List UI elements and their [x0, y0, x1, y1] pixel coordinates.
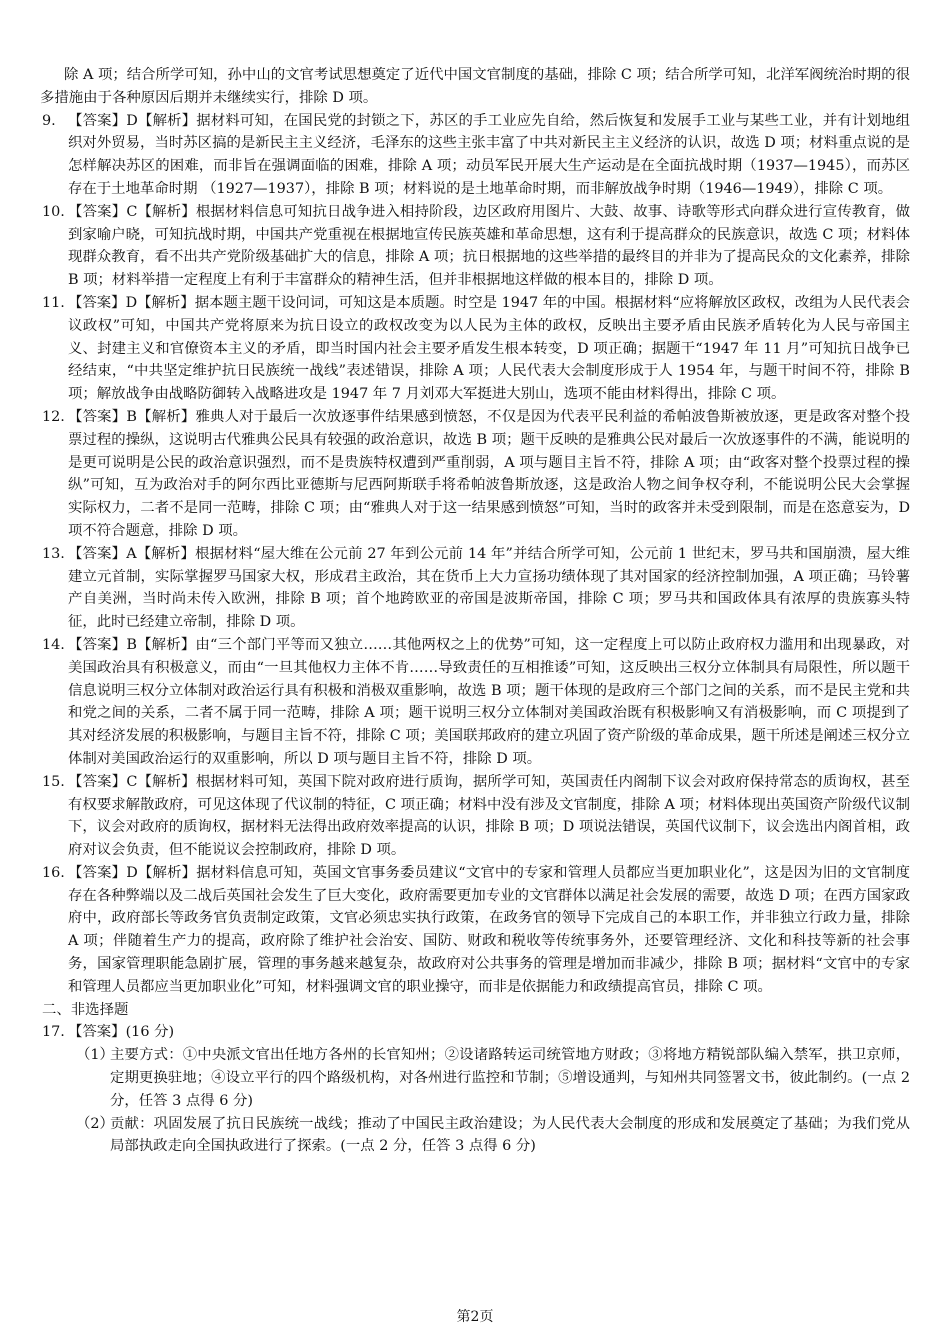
item-number: 14.: [42, 636, 65, 653]
answer-item-9: [40, 110, 910, 201]
part-text: 主要方式：①中央派文官出任地方各州的长官知州；②设诸路转运司统管地方财政；③将地方精锐部队编入禁军，拱卫京师，定期更换驻地；④设立平行的四个路级机构，对各州进行监控和节制；⑤增设通判，与知州共同签署文书，彼此制约。(一点 2 分，任答 3 点得 6 分): [110, 1047, 910, 1109]
item-text: 【答案】A【解析】根据材料“屋大维在公元前 27 年到公元前 14 年”并结合所学可知，公元前 1 世纪末，罗马共和国崩溃，屋大维建立元首制，实际掌握罗马国家大权，形成君主政治，其在货币上大力宣扬功绩体现了其对国家的经济控制加强，A 项正确；马铃薯产自美洲，当时尚未传入欧洲，排除 B 项；首个地跨欧亚的帝国是波斯帝国，排除 C 项；罗马共和国政体具有浓厚的贵族寡头特征，此时已经建立帝制，排除 D 项。: [68, 545, 910, 631]
item-text: 【答案】D【解析】据材料信息可知，英国文官事务委员建议“文官中的专家和管理人员都应当更加职业化”，这是因为旧的文官制度存在各种弊端以及二战后英国社会发生了巨大变化，政府需要更加专业的文官群体以满足社会发展的需要，故选 D 项；在西方国家政府中，政府部长等政务官负责制定政策，文官必须忠实执行政策，在政务官的领导下完成自己的本职工作，并非独立行政力量，排除 A 项；伴随着生产力的提高，政府除了维护社会治安、国防、财政和税收等传统事务外，还要管理经济、文化和科技等新的社会事务，国家管理职能急剧扩展，管理的事务越来越复杂，故政府对公共事务的管理是增加而非减少，排除 B 项；据材料“文官中的专家和管理人员都应当更加职业化”可知，材料强调文官的职业操守，而非是依据能力和政绩提高官员，排除 C 项。: [68, 864, 910, 995]
page-number: 第2页: [456, 1309, 494, 1325]
answer-item-15: [40, 771, 910, 862]
part-text: 贡献：巩固发展了抗日民族统一战线；推动了中国民主政治建设；为人民代表大会制度的形成和发展奠定了基础；为我们党从局部执政走向全国执政进行了探索。(一点 2 分，任答 3 点得 6 分): [110, 1115, 910, 1155]
item-text: 【答案】(16 分): [68, 1024, 175, 1041]
intro-paragraph: 除 A 项；结合所学可知，孙中山的文官考试思想奠定了近代中国文官制度的基础，排除 C 项；结合所学可知，北洋军阀统治时期的很多措施由于各种原因后期并未继续实行，排除 D 项。: [40, 67, 910, 106]
answer-item-14: [40, 634, 910, 771]
item-number: 9.: [42, 112, 56, 129]
answer-item-10: [40, 201, 910, 292]
item-text: 【答案】D【解析】据本题主题干设问词，可知这是本质题。时空是 1947 年的中国。根据材料“应将解放区政权，改组为人民代表会议政权”可知，中国共产党将原来为抗日设立的政权改变为以人民为主体的政权，反映出主要矛盾由民族矛盾转化为人民与帝国主义、封建主义和官僚资本主义的矛盾，即当时国内社会主要矛盾发生根本转变，D 项正确；据题干“1947 年 11 月”可知抗日战争已经结束，“中共坚定维护抗日民族统一战线”表述错误，排除 A 项；人民代表大会制度形成于人 1954 年，与题干时间不符，排除 B 项；解放战争由战略防御转入战略进攻是 1947 年 7 月刘邓大军挺进大别山，选项不能由材料得出，排除 C 项。: [68, 294, 910, 403]
answer-17-part-1: [40, 1044, 910, 1112]
item-text: 【答案】C【解析】根据材料可知，英国下院对政府进行质询，据所学可知，英国责任内阁制下议会对政府保持常态的质询权，甚至有权要求解散政府，可见这体现了代议制的特征，C 项正确；材料中没有涉及文官制度，排除 A 项；材料体现出英国资产阶级代议制下，议会对政府的质询权，据材料无法得出政府效率提高的认识，排除 B 项；D 项说法错误，英国代议制下，议会选出内阁首相，政府对议会负责，但不能说议会控制政府，排除 D 项。: [68, 773, 910, 859]
item-text: 【答案】B【解析】雅典人对于最后一次放逐事件结果感到愤怒，不仅是因为代表平民利益的希帕波鲁斯被放逐，更是政客对整个投票过程的操纵，这说明古代雅典公民具有较强的政治意识，故选 B 项；题干反映的是雅典公民对最后一次放逐事件的不满，能说明的是更可说明是公民的政治意识强烈，而不是贵族特权遭到严重削弱，A 项与题目主旨不符，排除 A 项；由“政客对整个投票过程的操纵”可知，互为政治对手的阿尔西比亚德斯与尼西阿斯联手将希帕波鲁斯放逐，这是政治人物之间争权夺利，不能说明公民大会掌握实际权力，二者不是同一范畴，排除 C 项；由“雅典人对于这一结果感到愤怒”可知，当时的政客并未受到限制，而是在恣意妄为，D 项不符合题意，排除 D 项。: [68, 408, 910, 539]
item-number: 11.: [42, 294, 65, 311]
item-text: 【答案】D【解析】据材料可知，在国民党的封锁之下，苏区的手工业应先自给，然后恢复和发展手工业与某些工业，并有计划地组织对外贸易，当时苏区搞的是新民主主义经济，毛泽东的这些主张丰富了中共对新民主主义经济的认识，故选 D 项；材料重点说的是怎样解决苏区的困难，而非旨在强调面临的困难，排除 A 项；动员军民开展大生产运动是在全面抗战时期（1937—1945），而苏区存在于土地革命时期 （1927—1937），排除 B 项；材料说的是土地革命时期，而非解放战争时期（1946—1949），排除 C 项。: [68, 112, 910, 197]
answer-item-11: [40, 292, 910, 406]
section-heading: 二、非选择题: [42, 1001, 129, 1018]
answer-item-13: [40, 543, 910, 634]
item-number: 15.: [42, 773, 65, 790]
answer-item-16: [40, 862, 910, 999]
answer-item-17: [40, 1021, 910, 1044]
item-number: 13.: [42, 545, 65, 562]
item-number: 17.: [42, 1024, 65, 1041]
part-number: （2）: [76, 1115, 114, 1132]
item-number: 16.: [42, 864, 65, 881]
part-number: （1）: [76, 1047, 114, 1064]
answer-17-part-2: [40, 1113, 910, 1159]
item-text: 【答案】C【解析】根据材料信息可知抗日战争进入相持阶段，边区政府用图片、大鼓、故事、诗歌等形式向群众进行宣传教育，做到家喻户晓，可知抗战时期，中国共产党重视在根据地宣传民族英雄和革命思想，这有利于提高群众的民族意识，故选 C 项；材料体现群众教育，看不出共产党阶级基础扩大的信息，排除 A 项；抗日根据地的这些举措的最终目的并非为了提高民众的文化素养，排除 B 项；材料举措一定程度上有利于丰富群众的精神生活，但并非根据地这样做的根本目的，排除 D 项。: [68, 203, 910, 289]
item-number: 12.: [42, 408, 65, 425]
item-text: 【答案】B【解析】由“三个部门平等而又独立……其他两权之上的优势”可知，这一定程度上可以防止政府权力滥用和出现暴政，对美国政治具有积极意义，而由“一旦其他权力主体不肯……导致责任的互相推诿”可知，这反映出三权分立体制具有局限性，所以题干信息说明三权分立体制对政治运行具有积极和消极双重影响，故选 B 项；题干体现的是政府三个部门之间的关系，而不是民主党和共和党之间的关系，二者不属于同一范畴，排除 A 项；题干说明三权分立体制对美国政治既有积极影响又有消极影响，而 C 项提到了其对经济发展的积极影响，与题目主旨不符，排除 C 项；美国联邦政府的建立巩固了资产阶级的革命成果，题干所述是阐述三权分立体制对美国政治运行的双重影响，所以 D 项与题目主旨不符，排除 D 项。: [68, 636, 910, 767]
answer-item-12: [40, 406, 910, 543]
item-number: 10.: [42, 203, 65, 220]
